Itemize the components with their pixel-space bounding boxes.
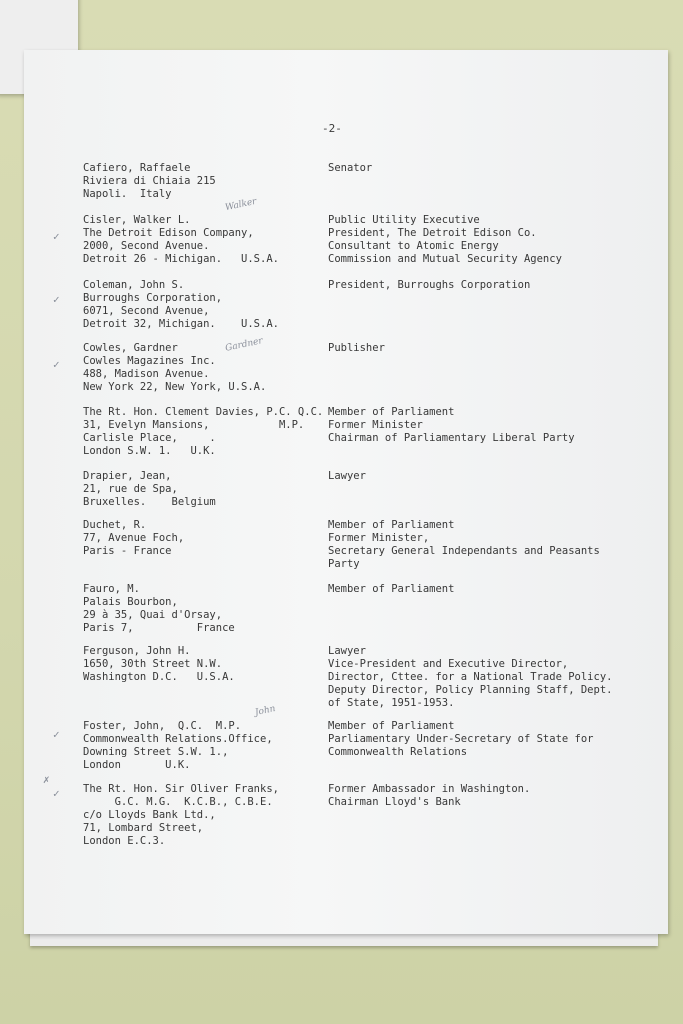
entry-role: Public Utility Executive President, The Detroit Edison Co. Consultant to Atomic Energy Commission and Mutual Security Agency [328, 214, 562, 265]
entry-address: Foster, John, Q.C. M.P. Commonwealth Relations.Office, Downing Street S.W. 1., London U.K. [83, 720, 273, 771]
check-mark-icon: ✓ [53, 728, 60, 741]
entry-address: Coleman, John S. Burroughs Corporation, 6071, Second Avenue, Detroit 32, Michigan. U.S.A. [83, 279, 279, 330]
handwritten-note: John [254, 703, 277, 719]
handwritten-note: Gardner [224, 336, 264, 354]
entry-role: Member of Parliament Former Minister, Secretary General Independants and Peasants Party [328, 519, 600, 570]
check-mark-icon: ✓ [53, 787, 60, 800]
check-mark-icon: ✓ [53, 230, 60, 243]
entry-role: Member of Parliament Former Minister Chairman of Parliamentary Liberal Party [328, 406, 575, 444]
entry-address: The Rt. Hon. Clement Davies, P.C. Q.C. 31, Evelyn Mansions, M.P. Carlisle Place, . London S.W. 1. U.K. [83, 406, 324, 457]
entry-role: Lawyer [328, 470, 366, 482]
entry-address: Drapier, Jean, 21, rue de Spa, Bruxelles. Belgium [83, 470, 216, 508]
entry-role: Publisher [328, 342, 385, 354]
page-number: -2- [322, 122, 342, 135]
entry-address: Cafiero, Raffaele Riviera di Chiaia 215 Napoli. Italy [83, 162, 216, 200]
document-page [24, 50, 668, 934]
check-mark-icon: ✓ [53, 358, 60, 371]
entry-address: Fauro, M. Palais Bourbon, 29 à 35, Quai d'Orsay, Paris 7, France [83, 583, 235, 634]
entry-address: The Rt. Hon. Sir Oliver Franks, G.C. M.G. K.C.B., C.B.E. c/o Lloyds Bank Ltd., 71, Lombard Street, London E.C.3. [83, 783, 279, 847]
entry-role: Member of Parliament [328, 583, 455, 595]
entry-role: President, Burroughs Corporation [328, 279, 531, 291]
entry-address: Ferguson, John H. 1650, 30th Street N.W. Washington D.C. U.S.A. [83, 645, 235, 683]
entry-address: Cowles, Gardner Cowles Magazines Inc. 488, Madison Avenue. New York 22, New York, U.S.A. [83, 342, 267, 393]
entry-role: Lawyer Vice-President and Executive Director, Director, Cttee. for a National Trade Policy. Deputy Director, Policy Planning Staff, Dept. of State, 1951-1953. [328, 645, 613, 709]
check-mark-icon: ✓ [53, 293, 60, 306]
entry-role: Former Ambassador in Washington. Chairman Lloyd's Bank [328, 783, 531, 808]
entry-role: Member of Parliament Parliamentary Under-Secretary of State for Commonwealth Relations [328, 720, 594, 758]
handwritten-note: Walker [224, 196, 258, 214]
entry-address: Cisler, Walker L. The Detroit Edison Company, 2000, Second Avenue. Detroit 26 - Michigan. U.S.A. [83, 214, 279, 265]
entry-role: Senator [328, 162, 373, 174]
entry-address: Duchet, R. 77, Avenue Foch, Paris - France [83, 519, 185, 557]
cross-mark-icon: ✗ [43, 773, 50, 786]
